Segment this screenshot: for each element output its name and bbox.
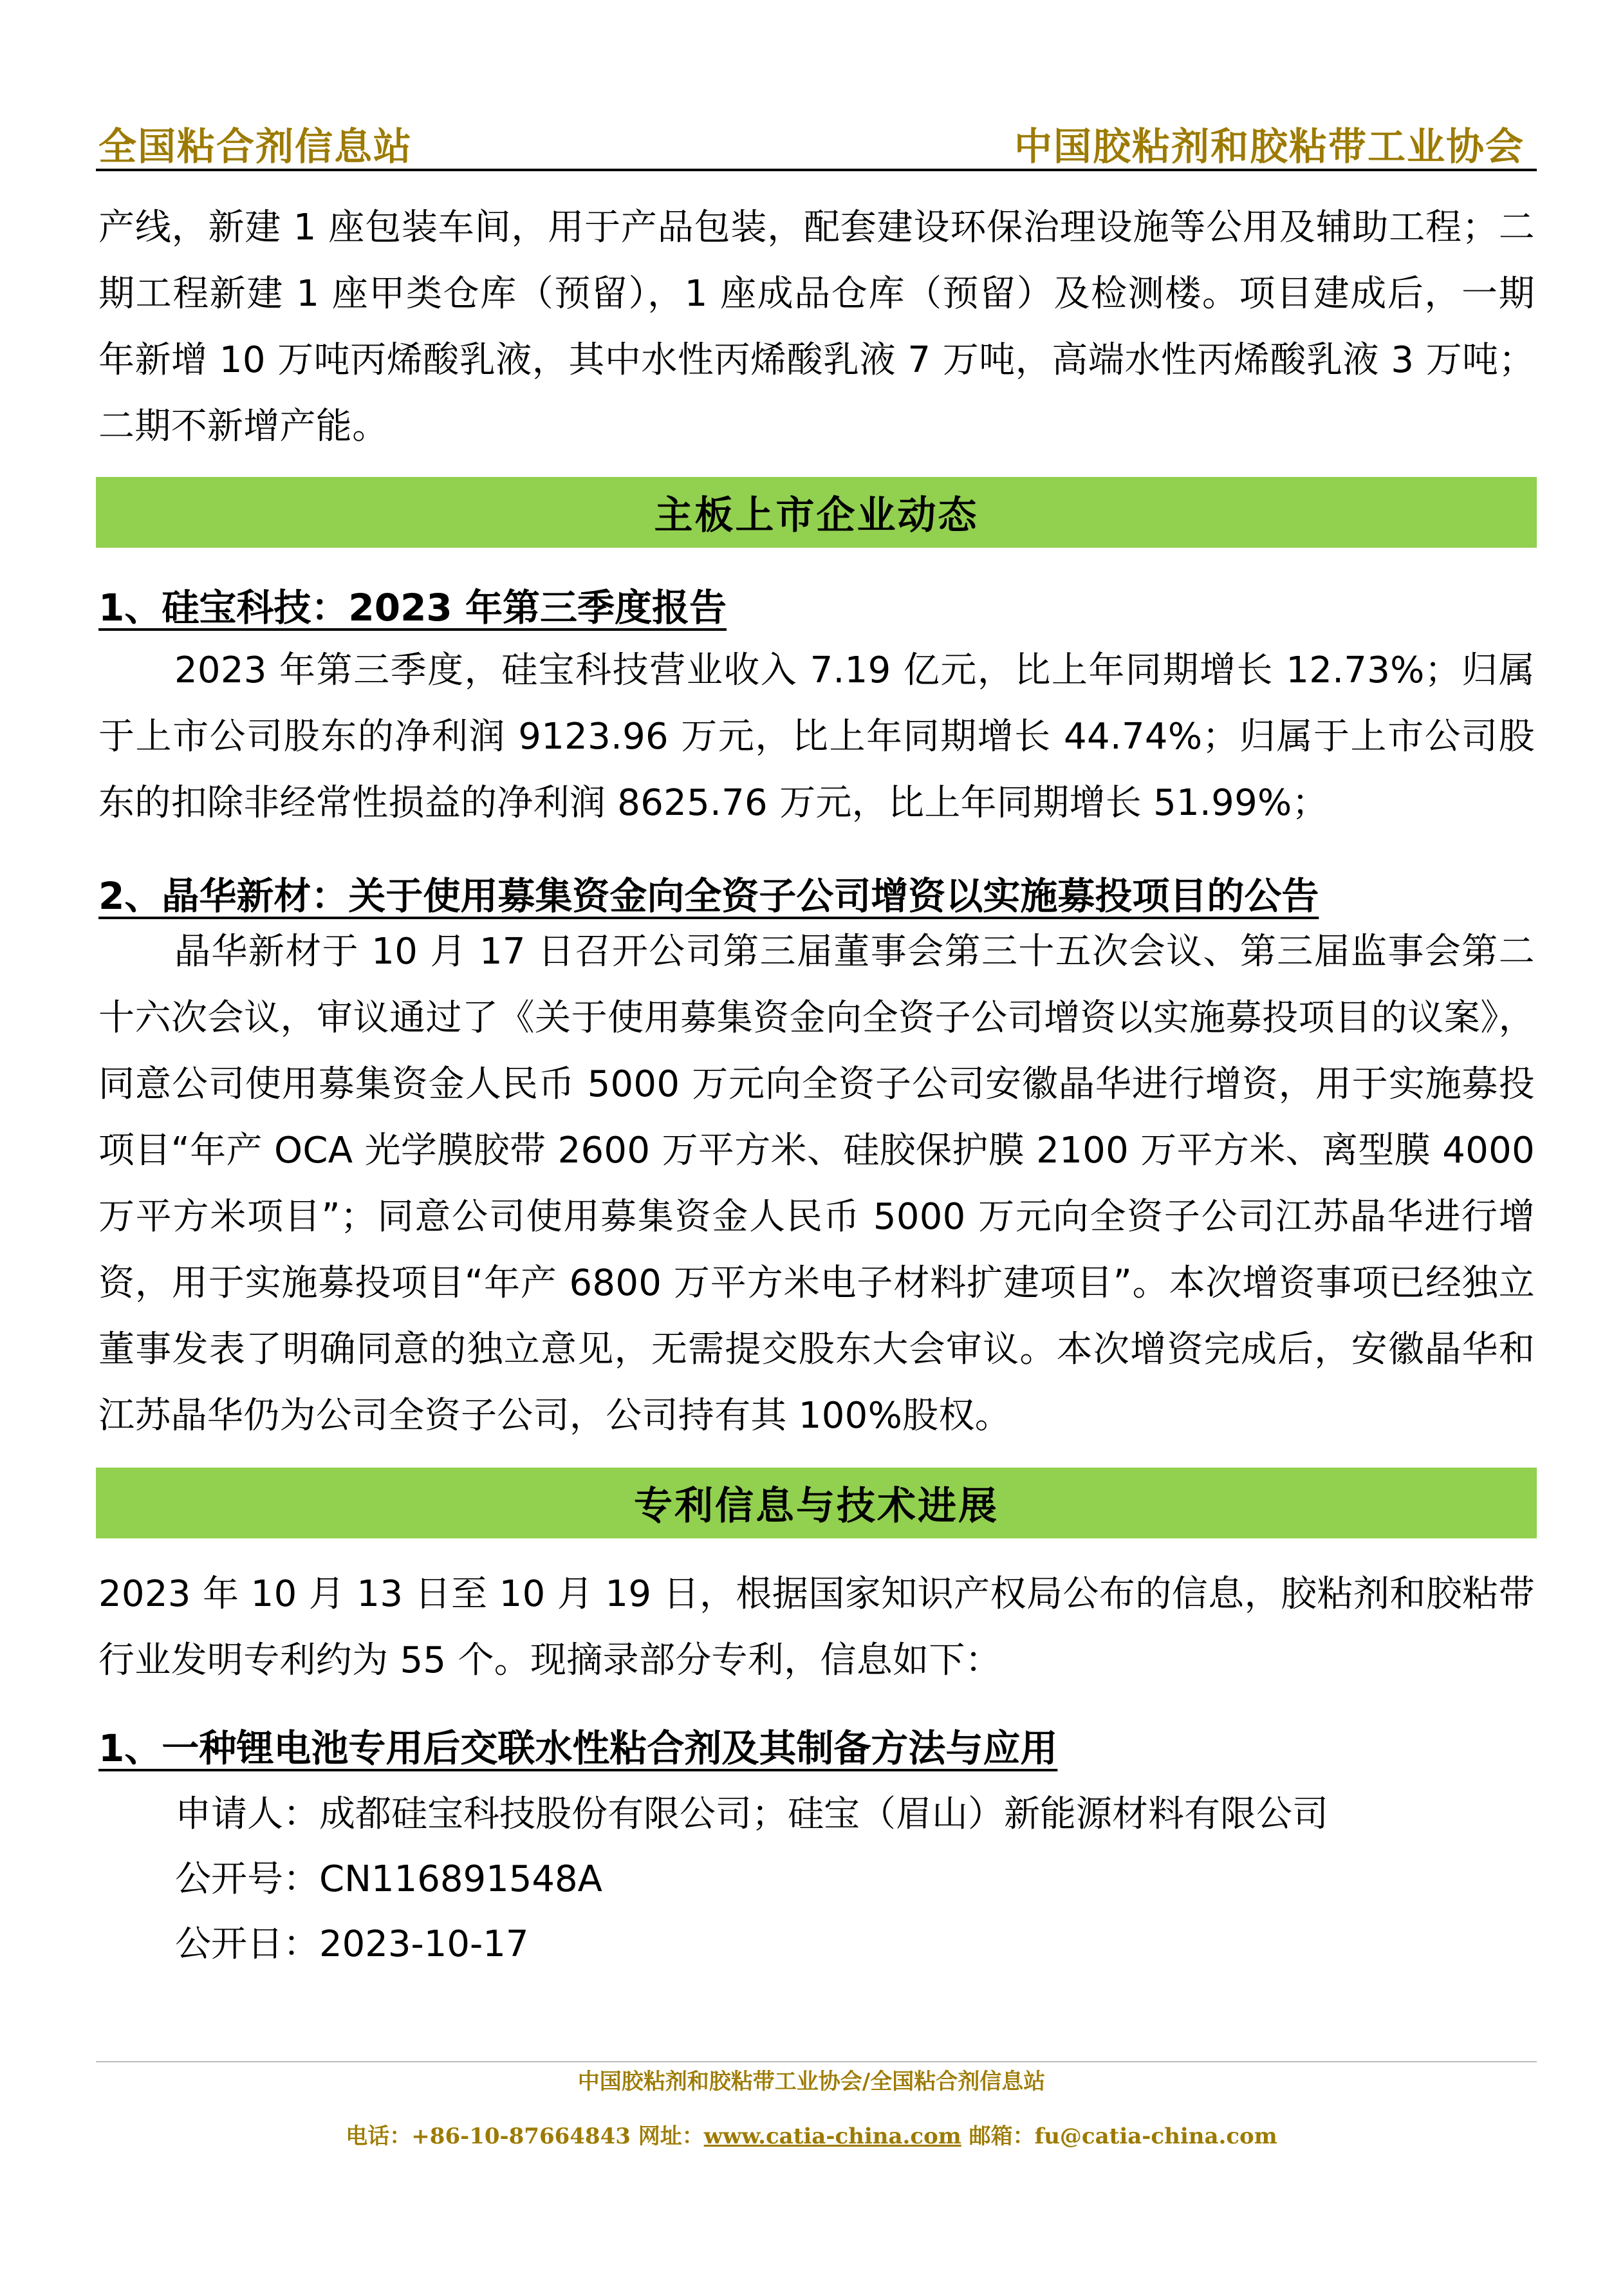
news-heading-1: 1、硅宝科技：2023 年第三季度报告 — [98, 586, 727, 630]
patent-publication-number: 公开号：CN116891548A — [175, 1858, 602, 1900]
footer-email-link[interactable]: fu@catia-china.com — [1034, 2123, 1277, 2149]
news-body-1: 2023 年第三季度，硅宝科技营业收入 7.19 亿元，比上年同期增长 12.73%；归属于上市公司股东的净利润 9123.96 万元，比上年同期增长 44.74%；归属于上市公司股东的扣除非经常性损益的净利润 8625.76 万元，比上年同期增长 51.99%； — [98, 649, 1535, 824]
patent-heading-1: 1、一种锂电池专用后交联水性粘合剂及其制备方法与应用 — [98, 1726, 1058, 1770]
footer-website-link[interactable]: www.catia-china.com — [703, 2123, 961, 2149]
patent-applicant: 申请人：成都硅宝科技股份有限公司；硅宝（眉山）新能源材料有限公司 — [175, 1793, 1328, 1835]
news-heading-2: 2、晶华新材：关于使用募集资金向全资子公司增资以实施募投项目的公告 — [98, 874, 1319, 918]
footer-organization: 中国胶粘剂和胶粘带工业协会/全国粘合剂信息站 — [577, 2069, 1046, 2095]
header-right-title: 中国胶粘剂和胶粘带工业协会 — [1014, 124, 1525, 169]
header-left-title: 全国粘合剂信息站 — [98, 124, 413, 169]
news-body-2: 晶华新材于 10 月 17 日召开公司第三届董事会第三十五次会议、第三届监事会第二十六次会议，审议通过了《关于使用募集资金向全资子公司增资以实施募投项目的议案》，同意公司使用募集资金人民币 5000 万元向全资子公司安徽晶华进行增资，用于实施募投项目“年产 OCA 光学膜胶带 2600 万平方米、硅胶保护膜 2100 万平方米、离型膜 4000 万平方米项目”；同意公司使用募集资金人民币 5000 万元向全资子公司江苏晶华进行增资，用于实施募投项目“年产 6800 万平方米电子材料扩建项目”。本次增资事项已经独立董事发表了明确同意的独立意见，无需提交股东大会审议。本次增资完成后，安徽晶华和江苏晶华仍为公司全资子公司，公司持有其 100%股权。 — [98, 931, 1535, 1437]
footer-contact-line — [0, 2118, 1623, 2150]
patent-publication-date: 公开日：2023-10-17 — [175, 1923, 529, 1965]
section-banner-listed-companies: 主板上市企业动态 — [96, 477, 1537, 548]
footer-divider — [96, 2061, 1537, 2062]
footer-email-label: 邮箱： — [961, 2123, 1035, 2149]
patent-intro-paragraph: 2023 年 10 月 13 日至 10 月 19 日，根据国家知识产权局公布的信息，胶粘剂和胶粘带行业发明专利约为 55 个。现摘录部分专利，信息如下： — [98, 1573, 1535, 1681]
footer-tel-label: 电话：+86-10-87664843 网址： — [346, 2123, 704, 2149]
header-divider — [96, 169, 1537, 171]
intro-paragraph: 产线，新建 1 座包装车间，用于产品包装，配套建设环保治理设施等公用及辅助工程；二期工程新建 1 座甲类仓库（预留），1 座成品仓库（预留）及检测楼。项目建成后，一期年新增 10 万吨丙烯酸乳液，其中水性丙烯酸乳液 7 万吨，高端水性丙烯酸乳液 3 万吨；二期不新增产能。 — [98, 207, 1535, 447]
section-banner-patents: 专利信息与技术进展 — [96, 1468, 1537, 1538]
